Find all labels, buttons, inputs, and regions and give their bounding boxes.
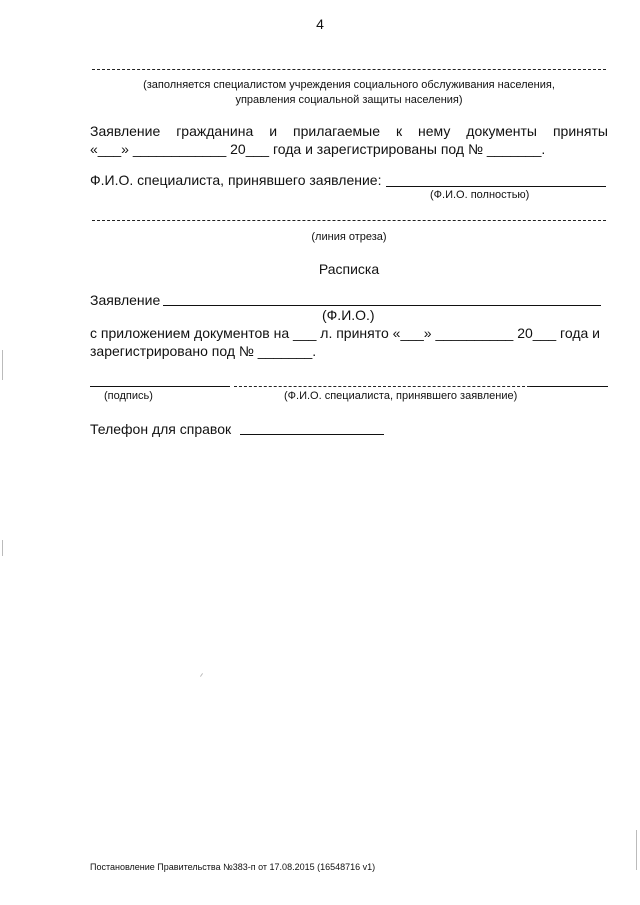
specialist-fio-field-line: [386, 186, 606, 187]
receipt-registration-line: зарегистрировано под № _______.: [90, 343, 317, 359]
phone-field-line: [240, 434, 384, 435]
specialist-name-hint: (Ф.И.О. специалиста, принявшего заявление): [284, 390, 518, 402]
receipt-title: Расписка: [318, 261, 380, 277]
word: Заявление: [90, 123, 161, 139]
receipt-fio-field-line: [163, 305, 601, 306]
phone-label: Телефон для справок: [90, 421, 232, 437]
word: документы: [466, 123, 537, 139]
receipt-docs-line: с приложением документов на ___ л. принято «___» __________ 20___ года и: [90, 325, 600, 341]
receipt-zayavlenie-label: Заявление: [90, 292, 161, 308]
specialist-note-line2: управления социальной защиты населения): [235, 94, 463, 106]
scan-artifact: [636, 830, 637, 870]
scan-artifact: [2, 540, 3, 556]
word: приняты: [552, 123, 608, 139]
word: и: [269, 123, 278, 139]
specialist-fio-label: Ф.И.О. специалиста, принявшего заявление:: [90, 172, 382, 188]
signature-field-line: [90, 386, 230, 387]
specialist-name-field-line: [530, 386, 608, 387]
specialist-note-line1: (заполняется специалистом учреждения социального обслуживания населения,: [143, 79, 555, 91]
page-number: 4: [316, 16, 324, 32]
word: к: [395, 123, 403, 139]
signature-separator-line: [234, 386, 530, 387]
scan-artifact: [200, 673, 203, 677]
scan-artifact: [2, 350, 3, 380]
acceptance-line1: [90, 123, 608, 139]
receipt-fio-hint: (Ф.И.О.): [322, 307, 375, 323]
word: нему: [418, 123, 451, 139]
signature-hint: (подпись): [104, 390, 153, 402]
word: гражданина: [176, 123, 254, 139]
acceptance-line2: «___» ____________ 20___ года и зарегистрированы под № _______.: [90, 141, 546, 157]
specialist-fio-hint: (Ф.И.О. полностью): [430, 189, 530, 201]
word: прилагаемые: [293, 123, 380, 139]
footer-reference: Постановление Правительства №383-п от 17.08.2015 (16548716 v1): [90, 862, 376, 872]
cut-dashed-line: [92, 220, 606, 221]
cut-line-label: (линия отреза): [311, 231, 387, 243]
top-dashed-line: [92, 69, 606, 70]
